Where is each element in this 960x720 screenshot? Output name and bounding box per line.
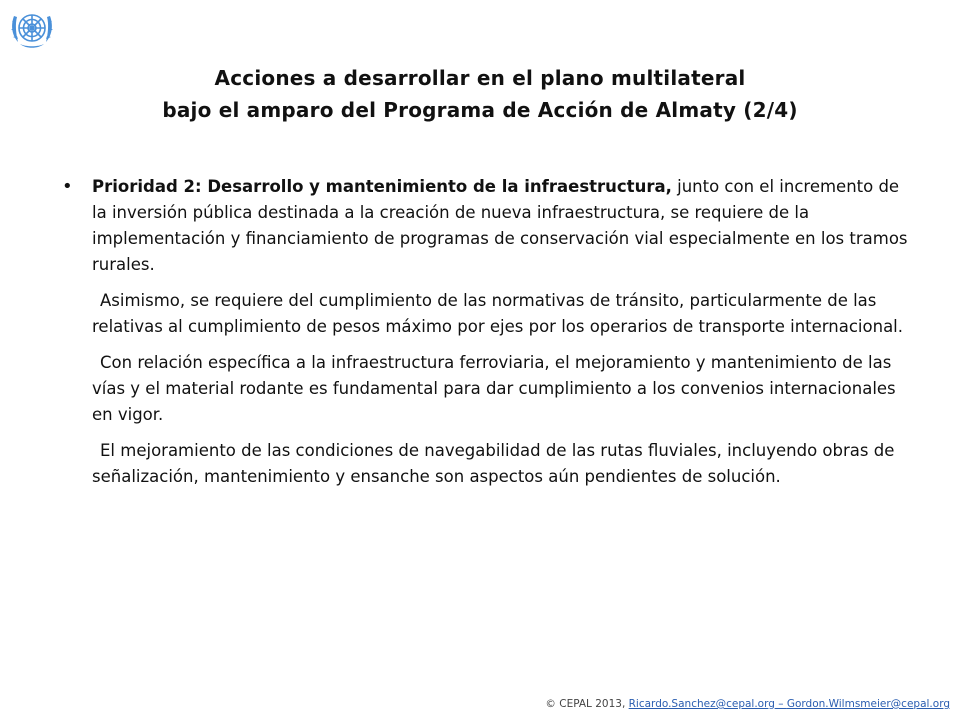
bullet-item bbox=[62, 174, 914, 278]
bullet-dot-icon: • bbox=[62, 176, 73, 197]
paragraph-3: Con relación específica a la infraestructura ferroviaria, el mejoramiento y mantenimiento de las vías y el material rodante es fundamental para dar cumplimiento a los convenios internacionales en vigor. bbox=[92, 353, 896, 424]
paragraph-2: Asimismo, se requiere del cumplimiento de las normativas de tránsito, particularmente de las relativas al cumplimiento de pesos máximo por ejes por los operarios de transporte internacional. bbox=[92, 291, 904, 336]
paragraph-4: El mejoramiento de las condiciones de navegabilidad de las rutas fluviales, incluyendo obras de señalización, mantenimiento y ensanche son aspectos aún pendientes de solución. bbox=[92, 441, 895, 486]
email-link-sanchez[interactable]: Ricardo.Sanchez@cepal.org bbox=[628, 698, 775, 710]
slide-body bbox=[62, 174, 914, 490]
bullet-body-text: junto con el incremento de la inversión pública destinada a la creación de nueva infraestructura, se requiere de la implementación y financiamiento de programas de conservación vial especialmente en los tramos rurales. bbox=[92, 177, 908, 274]
title-line-1: Acciones a desarrollar en el plano multilateral bbox=[214, 66, 746, 90]
email-link-wilmsmeier[interactable]: Gordon.Wilmsmeier@cepal.org bbox=[786, 698, 950, 710]
title-line-2: bajo el amparo del Programa de Acción de Almaty (2/4) bbox=[162, 98, 798, 122]
footer bbox=[545, 698, 950, 710]
copyright-text: © CEPAL 2013, bbox=[545, 698, 629, 710]
un-emblem-icon bbox=[8, 6, 56, 54]
slide-title bbox=[0, 62, 960, 126]
link-separator: – bbox=[774, 698, 787, 710]
bullet-lead-text: Prioridad 2: Desarrollo y mantenimiento de la infraestructura, bbox=[92, 177, 672, 196]
